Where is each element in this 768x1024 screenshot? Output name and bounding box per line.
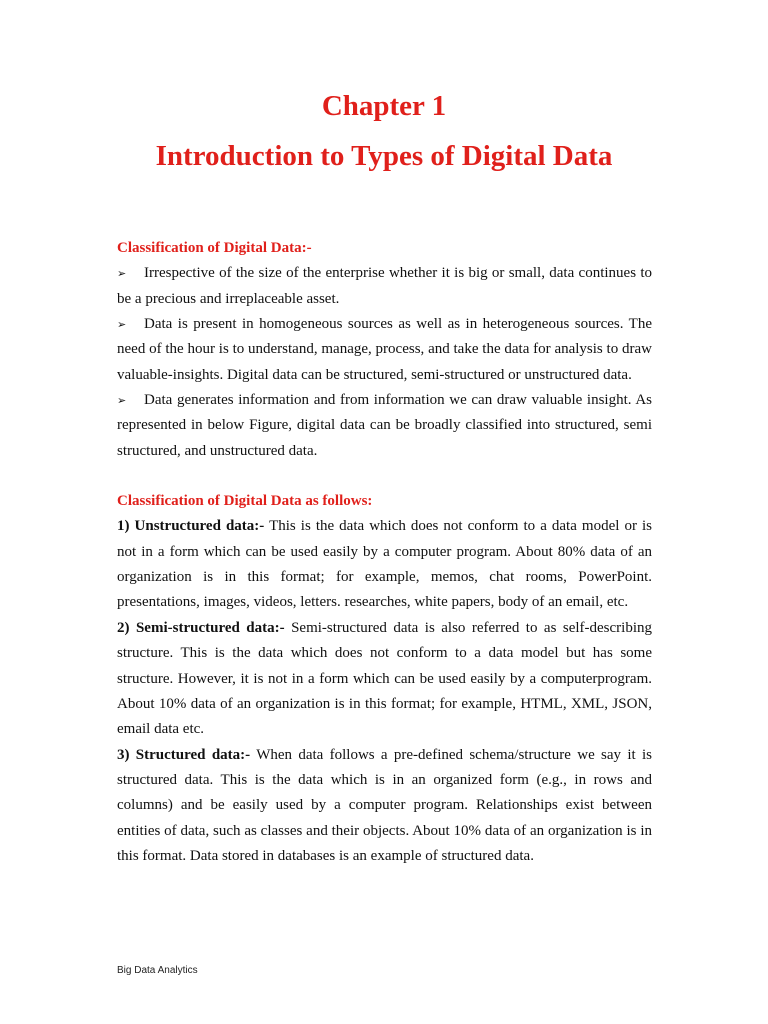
definition-text: This is the data which does not conform to a data model or is not in a form which can be used easily by a computer program. About 80% data of an organization is in this format; for example, memos, chat rooms, PowerPoint. presentations, images, videos, letters. researches, white papers, body of an email, etc.	[117, 518, 652, 611]
section-spacer	[117, 464, 652, 489]
bullet-text: Irrespective of the size of the enterprise whether it is big or small, data continues to be a precious and irreplaceable asset.	[117, 265, 652, 307]
definition-text: Semi-structured data is also referred to as self-describing structure. This is the data which does not conform to a data model but has some structure. However, it is not in a form which can be used easily by a computerprogram. About 10% data of an organization is in this format; for example, HTML, XML, JSON, email data etc.	[117, 619, 652, 738]
arrowhead-bullet-icon: ➢	[117, 267, 127, 281]
bullet-paragraph	[117, 261, 652, 312]
definition-term: 2) Semi-structured data:-	[117, 619, 285, 636]
bullet-text: Data is present in homogeneous sources as well as in heterogeneous sources. The need of the hour is to understand, manage, process, and take the data for analysis to draw valuable-insights. Digital data can be structured, semi-structured or unstructured data.	[117, 316, 652, 383]
bullet-paragraph	[117, 388, 652, 464]
document-body	[117, 236, 652, 869]
arrowhead-bullet-icon: ➢	[117, 318, 127, 332]
section-heading-follows: Classification of Digital Data as follows:	[117, 493, 373, 510]
definition-text: When data follows a pre-defined schema/structure we say it is structured data. This is the data which is in an organized form (e.g., in rows and columns) and be easily used by a computer program. Relationships exist between entities of data, such as classes and their objects. About 10% data of an organization is in this format. Data stored in databases is an example of structured data.	[117, 746, 653, 864]
bullet-paragraph	[117, 312, 652, 388]
arrowhead-bullet-icon: ➢	[117, 394, 127, 408]
definition-unstructured	[117, 514, 652, 615]
chapter-number: Chapter 1	[321, 90, 447, 122]
definition-term: 1) Unstructured data:-	[117, 518, 265, 535]
definition-structured	[117, 743, 652, 870]
page-footer: Big Data Analytics	[117, 965, 198, 976]
bullet-text: Data generates information and from information we can draw valuable insight. As represented in below Figure, digital data can be broadly classified into structured, semi structured, and unstructured data.	[117, 392, 652, 459]
definition-semi-structured	[117, 616, 652, 743]
section-heading-classification: Classification of Digital Data:-	[117, 240, 312, 256]
definition-term: 3) Structured data:-	[117, 746, 251, 763]
chapter-title: Introduction to Types of Digital Data	[155, 140, 613, 172]
